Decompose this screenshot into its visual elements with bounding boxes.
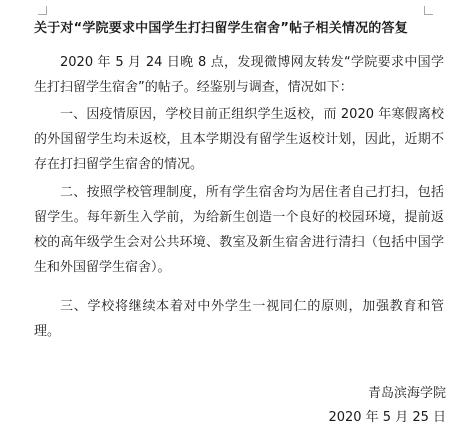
paragraph-point-one: 一、因疫情原因，学校目前正组织学生返校，而 2020 年寒假离校的外国留学生均未返校，且本学期没有留学生返校计划，因此，近期不存在打扫留学生宿舍的情况。 [34, 107, 444, 172]
paragraph-point-three: 三、学校将继续本着对中外学生一视同仁的原则，加强教育和管理。 [34, 299, 444, 339]
page-corner-mark-top-right [424, 6, 433, 15]
signature-date: 2020 年 5 月 25 日 [328, 410, 446, 425]
paragraph-intro: 2020 年 5 月 24 日晚 8 点，发现微博网友转发“学院要求中国学生打扫留学生宿舍”的帖子。经鉴别与调查，情况如下： [34, 55, 444, 95]
signature-organization: 青岛滨海学院 [367, 386, 446, 401]
document-title: 关于对“学院要求中国学生打扫留学生宿舍”帖子相关情况的答复 [34, 21, 408, 36]
paragraph-point-two: 二、按照学校管理制度，所有学生宿舍均为居住者自己打扫，包括留学生。每年新生入学前，为给新生创造一个良好的校园环境，提前返校的高年级学生会对公共环境、教室及新生宿舍进行清扫（包括中国学生和外国留学生宿舍）。 [34, 185, 444, 275]
page-corner-mark-top-left [38, 6, 47, 15]
